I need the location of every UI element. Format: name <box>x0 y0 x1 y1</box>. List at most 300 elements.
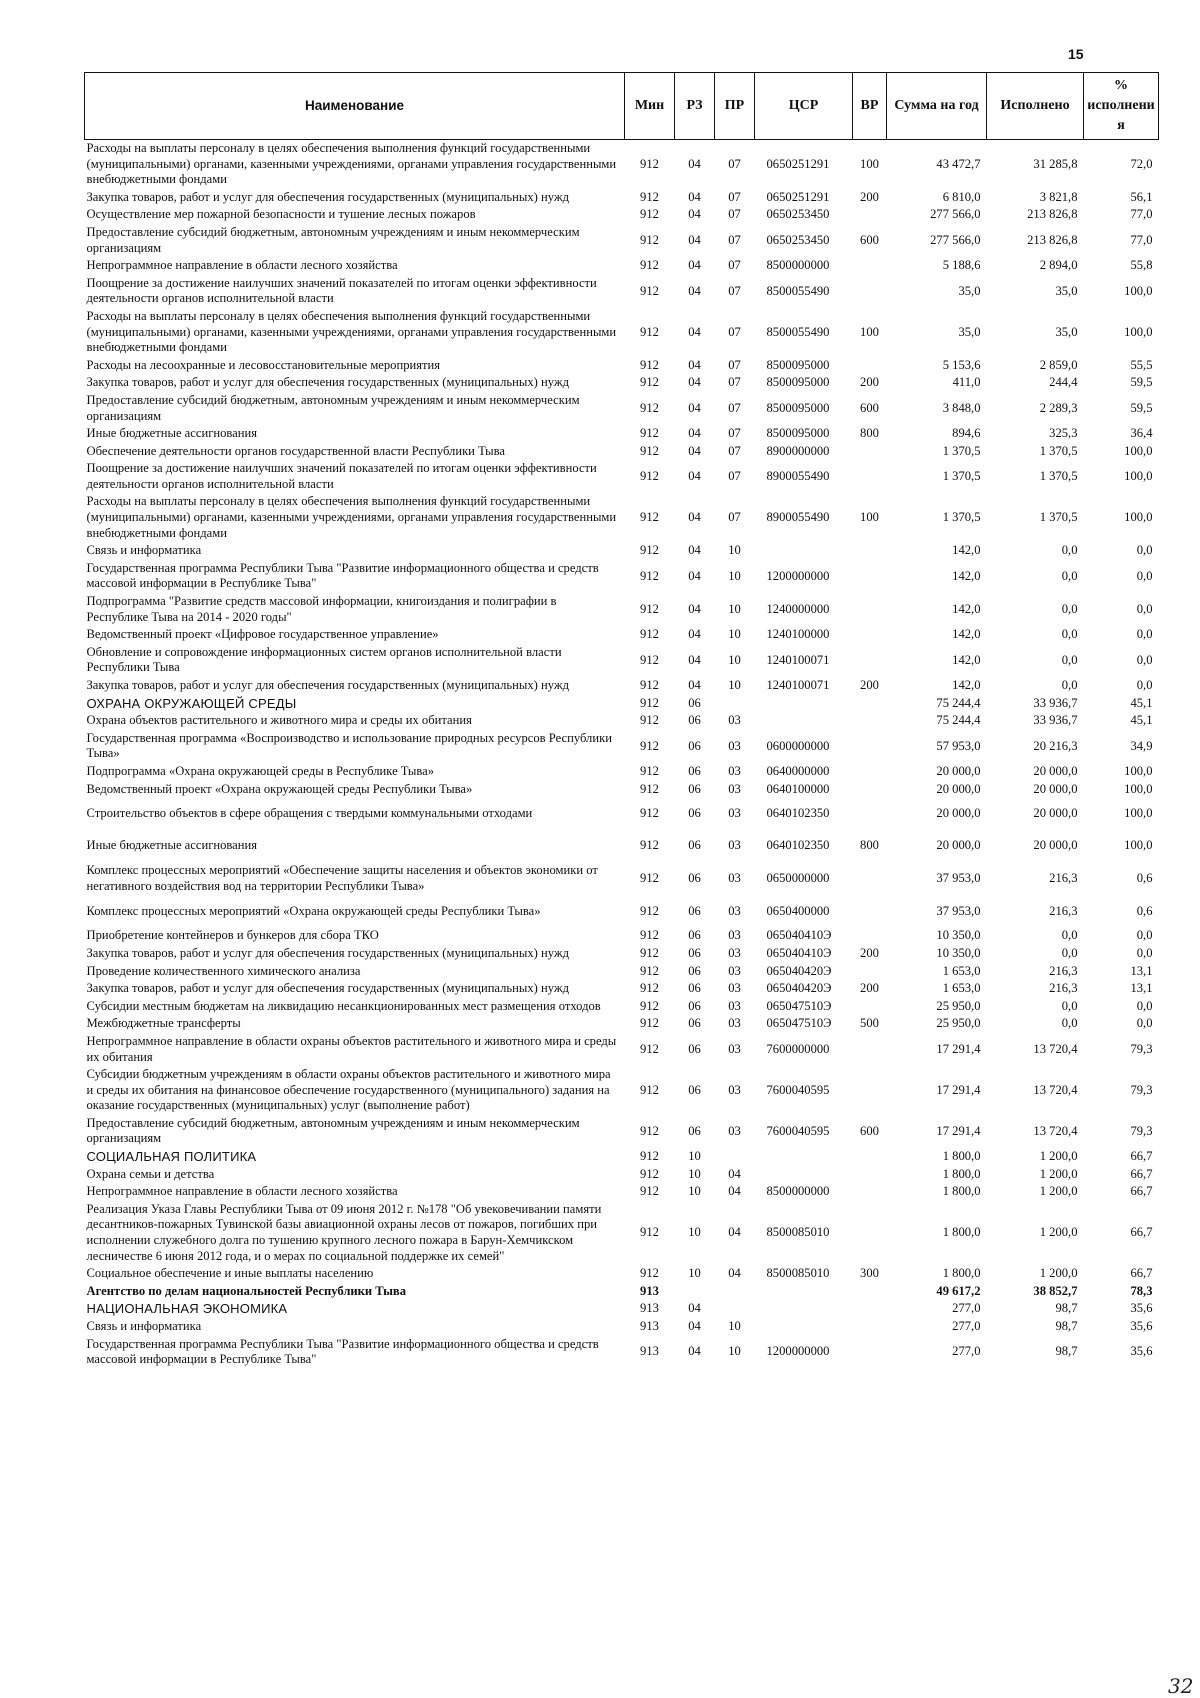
col-header-name: Наименование <box>85 73 625 140</box>
cell-min: 912 <box>640 400 659 415</box>
cell-vr <box>853 862 887 895</box>
table-row <box>85 560 1159 593</box>
cell-pr: 10 <box>728 652 741 667</box>
cell-name: Непрограммное направление в области охраны объектов растительного и животного мира и среды их обитания <box>86 1033 617 1064</box>
cell-rz: 04 <box>688 283 701 298</box>
cell-pct: 100,0 <box>1124 283 1153 298</box>
cell-min: 912 <box>640 1225 659 1240</box>
cell-done: 33 936,7 <box>1033 695 1078 710</box>
cell-done: 2 859,0 <box>1039 357 1078 372</box>
cell-pct: 66,7 <box>1130 1149 1153 1164</box>
cell-done: 0,0 <box>1061 627 1078 642</box>
cell-pct: 0,0 <box>1136 568 1153 583</box>
cell-sum: 142,0 <box>952 601 981 616</box>
cell-csr: 0650253450 <box>766 232 830 247</box>
cell-sum: 37 953,0 <box>936 870 981 885</box>
cell-rz: 04 <box>688 189 701 204</box>
table-row <box>85 830 1159 862</box>
cell-min: 912 <box>640 568 659 583</box>
table-row <box>85 895 1159 927</box>
cell-pct: 100,0 <box>1124 469 1153 484</box>
cell-rz: 06 <box>688 806 701 821</box>
cell-sum: 5 188,6 <box>942 258 981 273</box>
cell-pr: 03 <box>728 903 741 918</box>
cell-done: 216,3 <box>1049 903 1078 918</box>
cell-rz: 04 <box>688 601 701 616</box>
col-header-rz: РЗ <box>675 73 715 140</box>
budget-table <box>84 72 1159 1369</box>
cell-rz: 04 <box>688 678 701 692</box>
cell-vr <box>853 798 887 830</box>
cell-sum: 20 000,0 <box>936 806 981 821</box>
cell-min: 912 <box>640 543 659 558</box>
cell-sum: 6 810,0 <box>942 189 981 204</box>
cell-vr <box>853 998 887 1016</box>
cell-min: 912 <box>640 652 659 667</box>
cell-vr <box>853 963 887 981</box>
cell-rz: 06 <box>688 928 701 943</box>
cell-sum: 10 350,0 <box>936 928 981 943</box>
cell-csr: 0650000000 <box>766 870 830 885</box>
cell-name: НАЦИОНАЛЬНАЯ ЭКОНОМИКА <box>86 1301 288 1317</box>
cell-done: 0,0 <box>1061 652 1078 667</box>
cell-min: 912 <box>640 510 659 525</box>
cell-pct: 55,5 <box>1130 357 1153 372</box>
cell-min: 912 <box>640 189 659 204</box>
cell-csr: 1240000000 <box>766 601 830 616</box>
cell-vr <box>853 1300 887 1318</box>
cell-rz: 04 <box>688 1344 701 1359</box>
cell-vr <box>853 1066 887 1115</box>
cell-name: Закупка товаров, работ и услуг для обеспечения государственных (муниципальных) нужд <box>86 945 569 960</box>
cell-csr: 8500095000 <box>766 375 830 390</box>
cell-done: 0,0 <box>1061 601 1078 616</box>
cell-done: 216,3 <box>1049 870 1078 885</box>
cell-rz: 10 <box>688 1266 701 1281</box>
cell-sum: 1 653,0 <box>942 963 981 978</box>
cell-pr: 03 <box>728 763 741 778</box>
cell-pr: 07 <box>728 324 741 339</box>
table-row <box>85 1265 1159 1283</box>
cell-rz: 04 <box>688 156 701 171</box>
col-header-csr: ЦСР <box>755 73 853 140</box>
cell-min: 912 <box>640 678 659 692</box>
cell-pr: 10 <box>728 678 741 692</box>
cell-min: 912 <box>640 426 659 441</box>
cell-pr: 03 <box>728 838 741 853</box>
cell-csr: 065047510Э <box>766 998 832 1013</box>
cell-vr <box>853 1166 887 1184</box>
table-row <box>85 862 1159 895</box>
cell-pct: 59,5 <box>1130 375 1153 390</box>
cell-csr: 8900000000 <box>766 443 830 458</box>
cell-done: 1 200,0 <box>1039 1184 1078 1199</box>
table-row <box>85 1300 1159 1318</box>
cell-pct: 55,8 <box>1130 258 1153 273</box>
cell-pr: 03 <box>728 998 741 1013</box>
cell-min: 912 <box>640 156 659 171</box>
cell-name: Субсидии бюджетным учреждениям в области охраны объектов растительного и животного мира и среды их обитания на финансовое обеспечение государственного (муниципального) задания на оказание государственных (муниципальных) услуг (выполнение работ) <box>86 1067 611 1113</box>
cell-min: 912 <box>640 258 659 273</box>
cell-name: Расходы на лесоохранные и лесовосстановительные мероприятия <box>86 357 441 372</box>
cell-sum: 35,0 <box>958 283 981 298</box>
cell-done: 244,4 <box>1049 375 1078 390</box>
cell-pr: 03 <box>728 1016 741 1031</box>
cell-rz: 06 <box>688 1082 701 1097</box>
cell-min: 912 <box>640 870 659 885</box>
cell-done: 0,0 <box>1061 998 1078 1013</box>
cell-sum: 35,0 <box>958 324 981 339</box>
cell-pct: 13,1 <box>1130 963 1153 978</box>
cell-rz: 04 <box>688 510 701 525</box>
cell-sum: 894,6 <box>952 426 981 441</box>
table-row <box>85 1115 1159 1148</box>
cell-rz: 04 <box>688 469 701 484</box>
cell-rz: 06 <box>688 1041 701 1056</box>
cell-pct: 100,0 <box>1124 510 1153 525</box>
cell-done: 1 370,5 <box>1039 443 1078 458</box>
cell-pct: 0,0 <box>1136 678 1153 692</box>
cell-name: Расходы на выплаты персоналу в целях обеспечения выполнения функций государственными (муниципальными) органами, казенными учреждениями, органами управления государственными внебюджетными фондами <box>86 494 617 540</box>
table-row <box>85 695 1159 713</box>
cell-sum: 20 000,0 <box>936 781 981 796</box>
table-row <box>85 1283 1159 1301</box>
cell-name: Комплекс процессных мероприятий «Обеспечение защиты населения и объектов экономики от негативного воздействия вод на территории Республики Тыва» <box>86 863 598 893</box>
table-row <box>85 963 1159 981</box>
cell-vr <box>853 895 887 927</box>
cell-sum: 411,0 <box>952 375 981 390</box>
cell-pct: 45,1 <box>1130 713 1153 728</box>
cell-name: Приобретение контейнеров и бункеров для сбора ТКО <box>86 928 379 943</box>
table-row <box>85 781 1159 799</box>
cell-done: 213 826,8 <box>1027 232 1078 247</box>
cell-csr: 0650253450 <box>766 207 830 222</box>
cell-vr <box>853 1318 887 1336</box>
table-row <box>85 677 1159 695</box>
cell-vr: 600 <box>860 400 879 415</box>
cell-pct: 34,9 <box>1130 738 1153 753</box>
cell-name: Социальное обеспечение и иные выплаты населению <box>86 1266 374 1281</box>
cell-name: Предоставление субсидий бюджетным, автономным учреждениям и иным некоммерческим организациям <box>86 392 580 423</box>
cell-name: Предоставление субсидий бюджетным, автономным учреждениям и иным некоммерческим организациям <box>86 224 580 255</box>
cell-vr <box>853 206 887 224</box>
table-row <box>85 1183 1159 1201</box>
cell-name: Закупка товаров, работ и услуг для обеспечения государственных (муниципальных) нужд <box>86 375 569 390</box>
cell-pr: 03 <box>728 738 741 753</box>
cell-vr <box>853 593 887 626</box>
table-row <box>85 626 1159 644</box>
cell-name: ОХРАНА ОКРУЖАЮЩЕЙ СРЕДЫ <box>86 695 297 711</box>
cell-pr: 07 <box>728 357 741 372</box>
cell-rz: 10 <box>688 1225 701 1240</box>
cell-done: 0,0 <box>1061 945 1078 960</box>
table-row <box>85 189 1159 207</box>
cell-pct: 79,3 <box>1130 1123 1153 1138</box>
cell-name: Ведомственный проект «Охрана окружающей среды Республики Тыва» <box>86 781 473 796</box>
cell-rz: 04 <box>688 357 701 372</box>
cell-csr <box>755 542 853 560</box>
col-header-vr: ВР <box>853 73 887 140</box>
cell-pr: 10 <box>728 627 741 642</box>
cell-name: Непрограммное направление в области лесного хозяйства <box>86 258 398 273</box>
cell-rz: 04 <box>688 1301 701 1316</box>
cell-pr: 07 <box>728 469 741 484</box>
cell-done: 20 000,0 <box>1033 806 1078 821</box>
table-row <box>85 392 1159 425</box>
cell-rz: 06 <box>688 763 701 778</box>
cell-name: Расходы на выплаты персоналу в целях обеспечения выполнения функций государственными (муниципальными) органами, казенными учреждениями, органами управления государственными внебюджетными фондами <box>86 308 617 355</box>
cell-csr: 065040410Э <box>766 928 832 943</box>
cell-pr: 03 <box>728 1123 741 1138</box>
cell-min: 912 <box>640 375 659 390</box>
table-row <box>85 308 1159 357</box>
cell-pr: 04 <box>728 1225 741 1240</box>
table-row <box>85 257 1159 275</box>
cell-done: 216,3 <box>1049 981 1078 996</box>
cell-sum: 17 291,4 <box>936 1041 981 1056</box>
cell-name: Обеспечение деятельности органов государственной власти Республики Тыва <box>86 443 505 458</box>
cell-vr <box>853 626 887 644</box>
cell-vr: 300 <box>860 1266 879 1281</box>
cell-min: 912 <box>640 998 659 1013</box>
cell-pr: 07 <box>728 156 741 171</box>
cell-pct: 36,4 <box>1130 426 1153 441</box>
cell-pct: 66,7 <box>1130 1225 1153 1240</box>
cell-name: Поощрение за достижение наилучших значений показателей по итогам оценки эффективности деятельности органов исполнительной власти <box>86 275 597 306</box>
cell-sum: 17 291,4 <box>936 1082 981 1097</box>
cell-done: 20 000,0 <box>1033 763 1078 778</box>
table-row <box>85 927 1159 945</box>
cell-sum: 1 800,0 <box>942 1225 981 1240</box>
cell-vr: 600 <box>860 232 879 247</box>
cell-pct: 0,0 <box>1136 998 1153 1013</box>
cell-name: Иные бюджетные ассигнования <box>86 838 258 853</box>
cell-done: 213 826,8 <box>1027 207 1078 222</box>
cell-rz: 04 <box>688 375 701 390</box>
cell-rz: 10 <box>688 1149 701 1164</box>
cell-min: 912 <box>640 1166 659 1181</box>
cell-name: СОЦИАЛЬНАЯ ПОЛИТИКА <box>86 1149 257 1165</box>
cell-pct: 77,0 <box>1130 207 1153 222</box>
cell-vr <box>853 443 887 461</box>
cell-csr: 1200000000 <box>766 568 830 583</box>
table-row <box>85 206 1159 224</box>
cell-min: 912 <box>640 207 659 222</box>
cell-csr: 8900055490 <box>766 510 830 525</box>
cell-vr: 500 <box>860 1016 879 1031</box>
cell-sum: 37 953,0 <box>936 903 981 918</box>
table-row <box>85 140 1159 189</box>
cell-pct: 66,7 <box>1130 1166 1153 1181</box>
cell-vr <box>853 712 887 730</box>
cell-min: 912 <box>640 945 659 960</box>
cell-name: Непрограммное направление в области лесного хозяйства <box>86 1184 398 1199</box>
cell-rz: 04 <box>688 426 701 441</box>
cell-vr <box>853 357 887 375</box>
table-row <box>85 644 1159 677</box>
cell-rz: 06 <box>688 945 701 960</box>
cell-vr <box>853 560 887 593</box>
col-header-pr: ПР <box>715 73 755 140</box>
cell-csr: 1240100000 <box>766 627 830 642</box>
cell-pr: 03 <box>728 1041 741 1056</box>
cell-vr <box>853 1148 887 1166</box>
cell-min: 913 <box>640 1319 659 1333</box>
col-header-pct: % исполнени я <box>1084 73 1159 140</box>
cell-done: 3 821,8 <box>1039 189 1078 204</box>
table-header-row <box>85 73 1159 140</box>
cell-rz <box>675 1283 715 1301</box>
cell-sum: 17 291,4 <box>936 1123 981 1138</box>
cell-csr: 065040420Э <box>766 963 832 978</box>
cell-sum: 1 800,0 <box>942 1266 981 1281</box>
cell-vr: 600 <box>860 1123 879 1138</box>
table-row <box>85 763 1159 781</box>
table-row <box>85 1066 1159 1115</box>
cell-pr <box>715 695 755 713</box>
cell-pct: 45,1 <box>1130 695 1153 710</box>
table-row <box>85 275 1159 308</box>
cell-name: Подпрограмма "Развитие средств массовой информации, книгоиздания и полиграфии в Республике Тыва на 2014 - 2020 годы" <box>86 594 557 624</box>
cell-name: Реализация Указа Главы Республики Тыва от 09 июня 2012 г. №178 "Об увековечивании памяти десантников-пожарных Тувинской базы авиационной охраны лесов от пожаров, погибших при исполнении служебного долга по тушению крупного лесного пожара в Барун-Хемчикском лесничестве 6 июня 2012 года, и о мерах по социальной поддержке их семей" <box>86 1201 602 1263</box>
cell-pr: 07 <box>728 400 741 415</box>
cell-vr: 800 <box>860 838 879 853</box>
cell-pr: 03 <box>728 981 741 996</box>
cell-name: Комплекс процессных мероприятий «Охрана окружающей среды Республики Тыва» <box>86 903 541 918</box>
cell-rz: 10 <box>688 1184 701 1199</box>
cell-done: 0,0 <box>1061 568 1078 583</box>
cell-csr: 065047510Э <box>766 1016 832 1031</box>
cell-pr: 07 <box>728 510 741 525</box>
cell-rz: 10 <box>688 1166 701 1181</box>
cell-pr: 10 <box>728 1344 741 1359</box>
cell-pct: 0,0 <box>1136 627 1153 642</box>
cell-rz: 04 <box>688 543 701 558</box>
budget-table-container <box>84 72 1158 1369</box>
cell-done: 35,0 <box>1055 324 1078 339</box>
cell-csr <box>755 1166 853 1184</box>
table-row <box>85 443 1159 461</box>
cell-min: 912 <box>640 695 659 710</box>
cell-csr: 8900055490 <box>766 469 830 484</box>
cell-pr: 07 <box>728 207 741 222</box>
cell-name: Субсидии местным бюджетам на ликвидацию несанкционированных мест размещения отходов <box>86 998 601 1013</box>
cell-vr <box>853 927 887 945</box>
cell-csr <box>755 1300 853 1318</box>
cell-name: Охрана семьи и детства <box>86 1166 215 1181</box>
cell-done: 216,3 <box>1049 963 1078 978</box>
cell-name: Межбюджетные трансферты <box>86 1016 241 1031</box>
cell-sum: 277,0 <box>952 1344 981 1359</box>
cell-csr: 1240100071 <box>766 678 830 692</box>
cell-rz: 06 <box>688 781 701 796</box>
table-body <box>85 140 1159 1369</box>
cell-pct: 0,6 <box>1136 870 1153 885</box>
cell-csr: 0640100000 <box>766 781 830 796</box>
cell-sum: 1 370,5 <box>942 443 981 458</box>
cell-csr <box>755 1148 853 1166</box>
cell-min: 912 <box>640 963 659 978</box>
cell-name: Государственная программа «Воспроизводство и использование природных ресурсов Республики Тыва» <box>86 730 612 761</box>
cell-pr: 10 <box>728 568 741 583</box>
cell-pr <box>715 1300 755 1318</box>
cell-name: Расходы на выплаты персоналу в целях обеспечения выполнения функций государственными (муниципальными) органами, казенными учреждениями, органами управления государственными внебюджетными фондами <box>86 141 617 187</box>
cell-csr: 8500085010 <box>766 1266 830 1281</box>
cell-pct: 0,6 <box>1136 903 1153 918</box>
cell-csr: 0650251291 <box>766 189 830 204</box>
cell-pct: 100,0 <box>1124 838 1153 853</box>
cell-sum: 25 950,0 <box>936 998 981 1013</box>
cell-pct: 100,0 <box>1124 806 1153 821</box>
cell-csr: 065040410Э <box>766 945 832 960</box>
cell-min: 912 <box>640 1123 659 1138</box>
cell-csr <box>755 1283 853 1301</box>
cell-pr: 03 <box>728 963 741 978</box>
cell-csr: 0600000000 <box>766 738 830 753</box>
cell-vr <box>853 1201 887 1265</box>
cell-done: 98,7 <box>1055 1344 1078 1359</box>
cell-pr: 10 <box>728 1319 741 1333</box>
cell-name: Агентство по делам национальностей Республики Тыва <box>86 1283 407 1298</box>
cell-done: 1 200,0 <box>1039 1266 1078 1281</box>
cell-sum: 1 800,0 <box>942 1149 981 1164</box>
cell-name: Государственная программа Республики Тыва "Развитие информационного общества и средств массовой информации в Республике Тыва" <box>86 1336 599 1367</box>
cell-csr: 8500055490 <box>766 283 830 298</box>
cell-sum: 20 000,0 <box>936 838 981 853</box>
cell-csr: 8500095000 <box>766 357 830 372</box>
cell-pr: 07 <box>728 283 741 298</box>
cell-pct: 79,3 <box>1130 1041 1153 1056</box>
cell-rz: 06 <box>688 738 701 753</box>
cell-min: 912 <box>640 357 659 372</box>
cell-min: 912 <box>640 232 659 247</box>
cell-csr: 8500000000 <box>766 258 830 273</box>
cell-rz: 04 <box>688 652 701 667</box>
cell-sum: 25 950,0 <box>936 1016 981 1031</box>
cell-vr: 200 <box>860 945 879 960</box>
cell-vr <box>853 1336 887 1369</box>
cell-done: 1 370,5 <box>1039 510 1078 525</box>
cell-min: 912 <box>640 738 659 753</box>
cell-pct: 13,1 <box>1130 981 1153 996</box>
table-row <box>85 1336 1159 1369</box>
cell-csr <box>755 695 853 713</box>
cell-vr: 100 <box>860 324 879 339</box>
cell-vr <box>853 257 887 275</box>
table-row <box>85 542 1159 560</box>
cell-name: Строительство объектов в сфере обращения с твердыми коммунальными отходами <box>86 806 533 821</box>
cell-min: 913 <box>640 1344 659 1359</box>
cell-min: 912 <box>640 443 659 458</box>
cell-min: 913 <box>640 1301 659 1316</box>
cell-vr: 100 <box>860 510 879 525</box>
cell-pct: 78,3 <box>1130 1283 1153 1298</box>
cell-csr: 7600040595 <box>766 1082 830 1097</box>
cell-csr: 0640102350 <box>766 838 830 853</box>
cell-pct: 0,0 <box>1136 1016 1153 1031</box>
cell-pr <box>715 1283 755 1301</box>
cell-done: 1 200,0 <box>1039 1149 1078 1164</box>
cell-rz: 06 <box>688 903 701 918</box>
cell-done: 2 289,3 <box>1039 400 1078 415</box>
cell-sum: 142,0 <box>952 543 981 558</box>
cell-min: 912 <box>640 627 659 642</box>
cell-csr: 8500095000 <box>766 400 830 415</box>
cell-pct: 100,0 <box>1124 443 1153 458</box>
cell-csr: 0650400000 <box>766 903 830 918</box>
table-row <box>85 980 1159 998</box>
cell-vr <box>853 695 887 713</box>
